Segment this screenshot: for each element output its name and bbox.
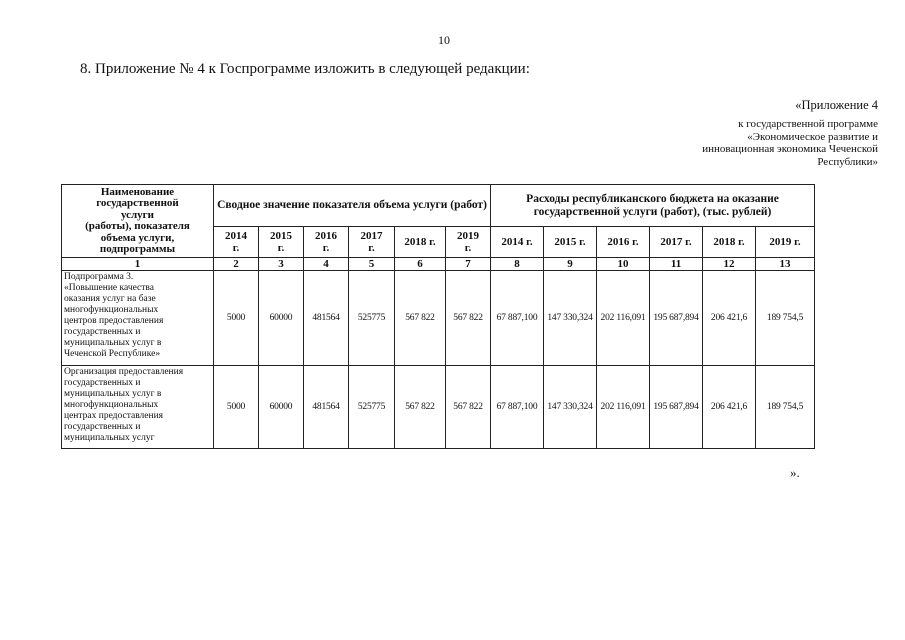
table-cell: 195 687,894	[650, 366, 703, 449]
year-header: 2019 г.	[446, 227, 491, 258]
header-service-volume: Сводное значение показателя объема услуги (работ)	[214, 185, 491, 227]
column-number-row	[62, 258, 815, 271]
table-cell: 567 822	[395, 366, 446, 449]
table-cell: 202 116,091	[597, 366, 650, 449]
table-cell: 567 822	[446, 271, 491, 366]
column-number: 4	[304, 258, 349, 271]
table-cell: 195 687,894	[650, 271, 703, 366]
row-name: Организация предоставления государственных и муниципальных услуг в многофункциональных центрах предоставления государственных и муниципальных услуг	[62, 366, 214, 449]
column-number: 5	[349, 258, 395, 271]
appendix-title: «Приложение 4	[795, 98, 878, 112]
column-number: 12	[703, 258, 756, 271]
table-cell: 481564	[304, 271, 349, 366]
table-cell: 567 822	[395, 271, 446, 366]
appendix-subtitle	[702, 118, 878, 168]
table-cell: 5000	[214, 271, 259, 366]
year-header: 2018 г.	[395, 227, 446, 258]
row-name: Подпрограмма 3. «Повышение качества оказания услуг на базе многофункциональных центров предоставления государственных и муниципальных услуг в Чеченской Республике»	[62, 271, 214, 366]
table-row	[62, 271, 815, 366]
table-cell: 567 822	[446, 366, 491, 449]
year-header: 2017 г.	[650, 227, 703, 258]
year-header: 2017 г.	[349, 227, 395, 258]
appendix-line: инновационная экономика Чеченской	[702, 143, 878, 155]
column-number: 2	[214, 258, 259, 271]
header-budget-expenses: Расходы республиканского бюджета на оказание государственной услуги (работ), (тыс. рублей)	[491, 185, 815, 227]
table-cell: 60000	[259, 271, 304, 366]
instruction-text: 8. Приложение № 4 к Госпрограмме изложить в следующей редакции:	[80, 61, 530, 77]
year-header: 2015 г.	[544, 227, 597, 258]
column-number: 7	[446, 258, 491, 271]
table-cell: 206 421,6	[703, 366, 756, 449]
header-service-name: Наименование государственной услуги (работы), показателя объема услуги, подпрограммы	[62, 185, 214, 258]
year-header: 2019 г.	[756, 227, 815, 258]
table-cell: 189 754,5	[756, 366, 815, 449]
year-header: 2016 г.	[304, 227, 349, 258]
column-number: 10	[597, 258, 650, 271]
column-number: 13	[756, 258, 815, 271]
closing-quote: ».	[790, 465, 800, 480]
year-header: 2018 г.	[703, 227, 756, 258]
table-cell: 202 116,091	[597, 271, 650, 366]
year-header: 2015 г.	[259, 227, 304, 258]
table-cell: 67 887,100	[491, 271, 544, 366]
column-number: 1	[62, 258, 214, 271]
table-cell: 5000	[214, 366, 259, 449]
table-row	[62, 366, 815, 449]
column-number: 9	[544, 258, 597, 271]
table-cell: 206 421,6	[703, 271, 756, 366]
table-cell: 189 754,5	[756, 271, 815, 366]
year-header: 2014 г.	[491, 227, 544, 258]
column-number: 3	[259, 258, 304, 271]
services-table	[61, 184, 815, 449]
table-cell: 60000	[259, 366, 304, 449]
appendix-line: к государственной программе	[738, 118, 878, 130]
year-header: 2014 г.	[214, 227, 259, 258]
appendix-line: Республики»	[817, 155, 878, 168]
table-cell: 525775	[349, 366, 395, 449]
table-cell: 147 330,324	[544, 366, 597, 449]
column-number: 6	[395, 258, 446, 271]
column-number: 8	[491, 258, 544, 271]
table-cell: 481564	[304, 366, 349, 449]
page-number: 10	[438, 33, 450, 47]
column-number: 11	[650, 258, 703, 271]
appendix-line: «Экономическое развитие и	[747, 130, 878, 143]
table-cell: 147 330,324	[544, 271, 597, 366]
table-cell: 67 887,100	[491, 366, 544, 449]
table-cell: 525775	[349, 271, 395, 366]
year-header: 2016 г.	[597, 227, 650, 258]
